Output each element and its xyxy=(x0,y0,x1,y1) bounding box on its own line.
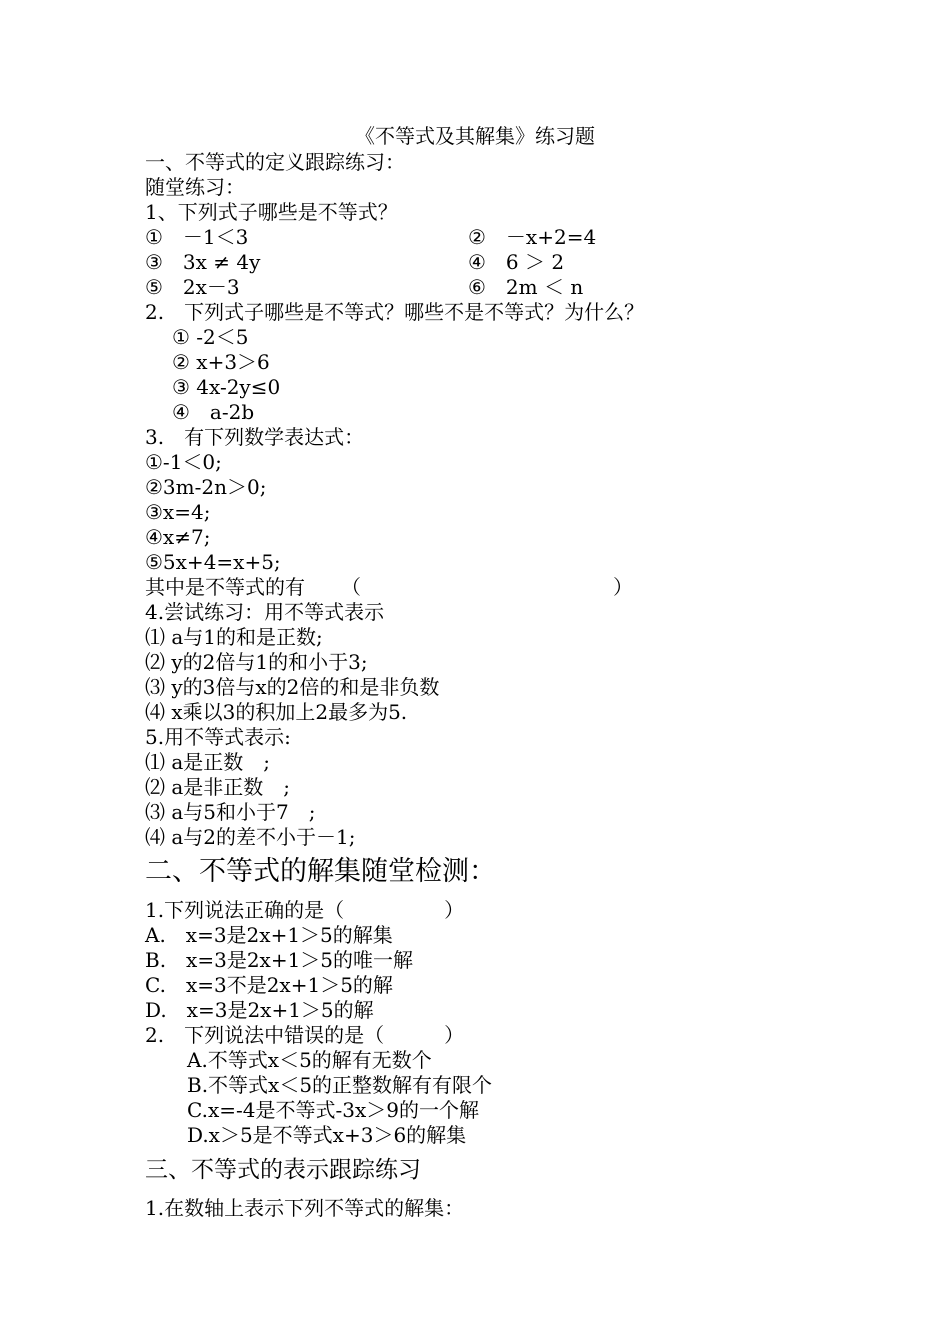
q5-item-1: ⑴ a是正数 ; xyxy=(145,750,271,774)
q2-item-1: ① -2＜5 xyxy=(172,325,249,349)
q3-stem: 3. 有下列数学表达式： xyxy=(145,425,365,449)
q4-item-3: ⑶ y的3倍与x的2倍的和是非负数 xyxy=(145,675,440,699)
q2-item-3: ③ 4x-2y≤0 xyxy=(172,375,281,399)
q3-answer-line xyxy=(145,575,845,599)
q3-answer-open-paren: （ xyxy=(341,575,361,599)
page-title: 《不等式及其解集》练习题 xyxy=(355,124,595,148)
s2-q2-option-c: C.x=-4是不等式-3x＞9的一个解 xyxy=(187,1098,479,1122)
s2-q1-option-b: B. x=3是2x+1＞5的唯一解 xyxy=(145,948,414,972)
s2-q2-option-b: B.不等式x＜5的正整数解有有限个 xyxy=(187,1073,493,1097)
q4-item-1: ⑴ a与1的和是正数; xyxy=(145,625,323,649)
q5-stem: 5.用不等式表示: xyxy=(145,725,291,749)
q1-item-2: ② －x+2=4 xyxy=(468,225,597,249)
section3-heading: 三、不等式的表示跟踪练习 xyxy=(145,1157,421,1183)
q3-answer-close-paren: ） xyxy=(613,575,633,599)
q3-item-5: ⑤5x+4=x+5; xyxy=(145,550,281,574)
q2-item-4: ④ a-2b xyxy=(172,400,255,424)
s2-q1-option-c: C. x=3不是2x+1＞5的解 xyxy=(145,973,393,997)
s2-q2-option-a: A.不等式x＜5的解有无数个 xyxy=(187,1048,432,1072)
q1-item-3: ③ 3x ≠ 4y xyxy=(145,250,261,274)
q1-item-5: ⑤ 2x－3 xyxy=(145,275,240,299)
q1-stem: 1、下列式子哪些是不等式？ xyxy=(145,200,398,224)
q2-stem: 2. 下列式子哪些是不等式？哪些不是不等式？为什么？ xyxy=(145,300,645,324)
q1-item-6: ⑥ 2m ＜ n xyxy=(468,275,584,299)
section1-subheading: 随堂练习： xyxy=(145,175,245,199)
q5-item-4: ⑷ a与2的差不小于－1; xyxy=(145,825,356,849)
s3-q1-stem: 1.在数轴上表示下列不等式的解集： xyxy=(145,1196,465,1220)
section1-heading: 一、不等式的定义跟踪练习： xyxy=(145,150,405,174)
s2-q1-option-d: D. x=3是2x+1＞5的解 xyxy=(145,998,374,1022)
q4-stem: 4.尝试练习：用不等式表示 xyxy=(145,600,385,624)
q5-item-2: ⑵ a是非正数 ; xyxy=(145,775,291,799)
q3-answer-prefix: 其中是不等式的有 xyxy=(145,575,305,599)
q3-item-2: ②3m-2n＞0; xyxy=(145,475,267,499)
q1-item-1: ① －1＜3 xyxy=(145,225,249,249)
q1-item-4: ④ 6 ＞ 2 xyxy=(468,250,565,274)
s2-q1-option-a: A. x=3是2x+1＞5的解集 xyxy=(145,923,393,947)
q4-item-2: ⑵ y的2倍与1的和小于3; xyxy=(145,650,368,674)
s2-q2-stem: 2. 下列说法中错误的是（ ） xyxy=(145,1023,465,1047)
s2-q1-stem: 1.下列说法正确的是（ ） xyxy=(145,898,465,922)
q3-item-1: ①-1＜0; xyxy=(145,450,222,474)
q4-item-4: ⑷ x乘以3的积加上2最多为5. xyxy=(145,700,408,724)
q5-item-3: ⑶ a与5和小于7 ; xyxy=(145,800,316,824)
section2-heading: 二、不等式的解集随堂检测： xyxy=(145,856,496,887)
s2-q2-option-d: D.x＞5是不等式x+3＞6的解集 xyxy=(187,1123,467,1147)
q2-item-2: ② x+3＞6 xyxy=(172,350,270,374)
q3-item-4: ④x≠7; xyxy=(145,525,211,549)
q3-item-3: ③x=4; xyxy=(145,500,211,524)
